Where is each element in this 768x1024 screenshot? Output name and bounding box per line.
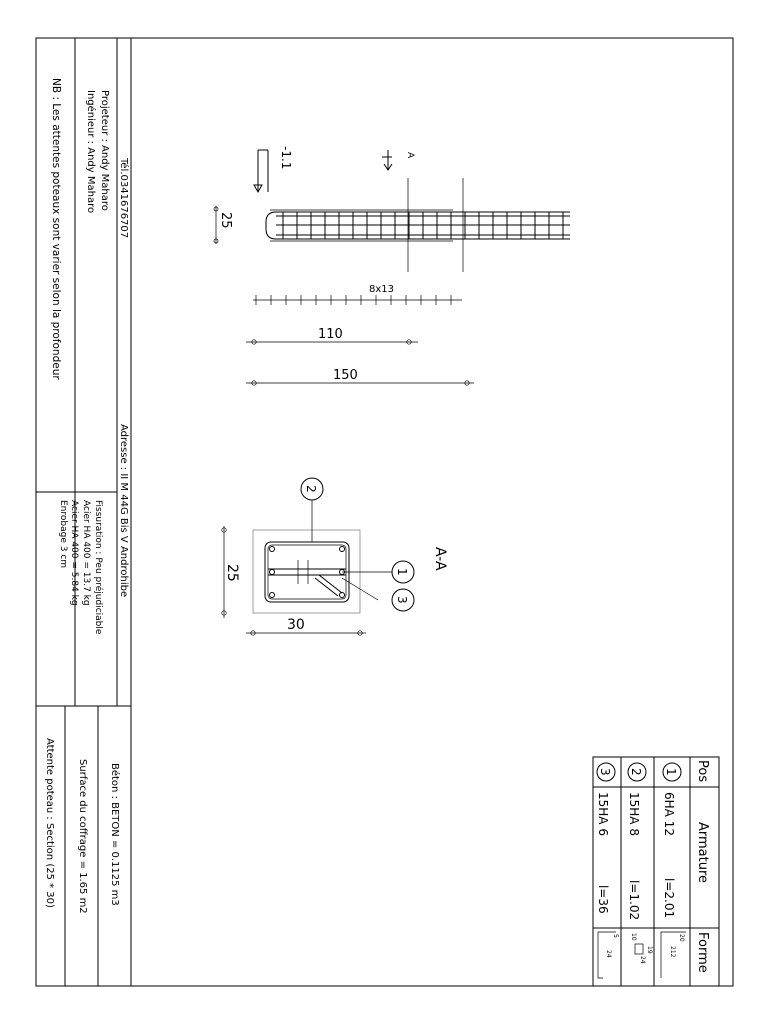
row3-length-text: l=36 xyxy=(596,885,610,914)
stirrups xyxy=(283,212,563,239)
cut-marker-text: A xyxy=(405,152,415,159)
row1-length-text: l=2.01 xyxy=(662,878,676,919)
acier1-text: Acier HA 400 = 13.7 kg xyxy=(81,500,91,606)
row1-shape-dim-2: 20 xyxy=(678,934,685,942)
address-text: Adresse : II M 44G Bis V Androhibe xyxy=(118,424,129,598)
callout-2-text: 2 xyxy=(304,485,318,493)
section-dim-25-text: 25 xyxy=(224,564,240,582)
level-text: -1.1 xyxy=(279,146,293,170)
row2-pos-text: 2 xyxy=(629,768,643,776)
table-header-armature: Armature xyxy=(695,822,710,884)
row1-shape-dim-1: 212 xyxy=(669,946,676,958)
row3-shape-icon xyxy=(598,932,619,978)
row3-armature-text: 15HA 6 xyxy=(596,792,610,836)
row2-shape-dim-1: 19 xyxy=(646,946,653,954)
beton-text: Béton : BETON = 0.1125 m3 xyxy=(109,763,120,906)
callout-3-text: 3 xyxy=(395,596,409,604)
enrobage-text: Enrobage 3 cm xyxy=(58,500,68,569)
table-header-forme: Forme xyxy=(695,932,710,973)
surface-text: Surface du coffrage = 1.65 m2 xyxy=(77,759,88,914)
callout-1-text: 1 xyxy=(395,568,409,576)
row2-shape-icon xyxy=(630,933,653,964)
nb-text: NB : Les attentes poteaux sont varier selon la profondeur xyxy=(50,78,62,380)
projeteur-text: Projeteur : Andy Maharo xyxy=(99,90,110,211)
table-header-pos: Pos xyxy=(695,760,710,783)
spacing-label: 8x13 xyxy=(369,284,395,295)
elevation-view xyxy=(214,146,570,385)
fissuration-text: Fissuration : Peu préjudiciable xyxy=(93,500,103,635)
ingenieur-text: Ingénieur : Andy Maharo xyxy=(85,90,96,214)
acier2-text: Acier HA 400 = 5.84 kg xyxy=(69,500,79,606)
sheet-border xyxy=(36,38,733,986)
width-dim-text: 25 xyxy=(218,212,233,229)
bar-schedule-table xyxy=(593,757,719,986)
row1-pos-text: 1 xyxy=(664,768,678,776)
dim-110-text: 110 xyxy=(318,327,343,342)
row2-length-text: l=1.02 xyxy=(627,880,641,921)
row1-shape-icon xyxy=(661,932,686,978)
section-stirrup xyxy=(265,542,349,602)
section-view xyxy=(222,478,448,635)
section-dim-30-text: 30 xyxy=(287,617,305,633)
row2-shape-dim-3: 10 xyxy=(630,933,637,941)
title-block xyxy=(36,38,131,986)
tel-text: Tél.0341676707 xyxy=(118,158,129,239)
row2-armature-text: 15HA 8 xyxy=(627,792,641,836)
attente-text: Attente poteau : Section (25 * 30) xyxy=(44,738,55,908)
dim-150-text: 150 xyxy=(333,368,358,383)
row3-shape-dim-1: 24 xyxy=(605,950,612,958)
row1-armature-text: 6HA 12 xyxy=(662,792,676,836)
row3-pos-text: 3 xyxy=(598,768,612,776)
row2-shape-dim-2: 24 xyxy=(639,956,646,964)
section-title: A-A xyxy=(432,547,448,571)
row3-shape-dim-2: 5 xyxy=(612,934,619,938)
section-bars xyxy=(270,547,345,598)
